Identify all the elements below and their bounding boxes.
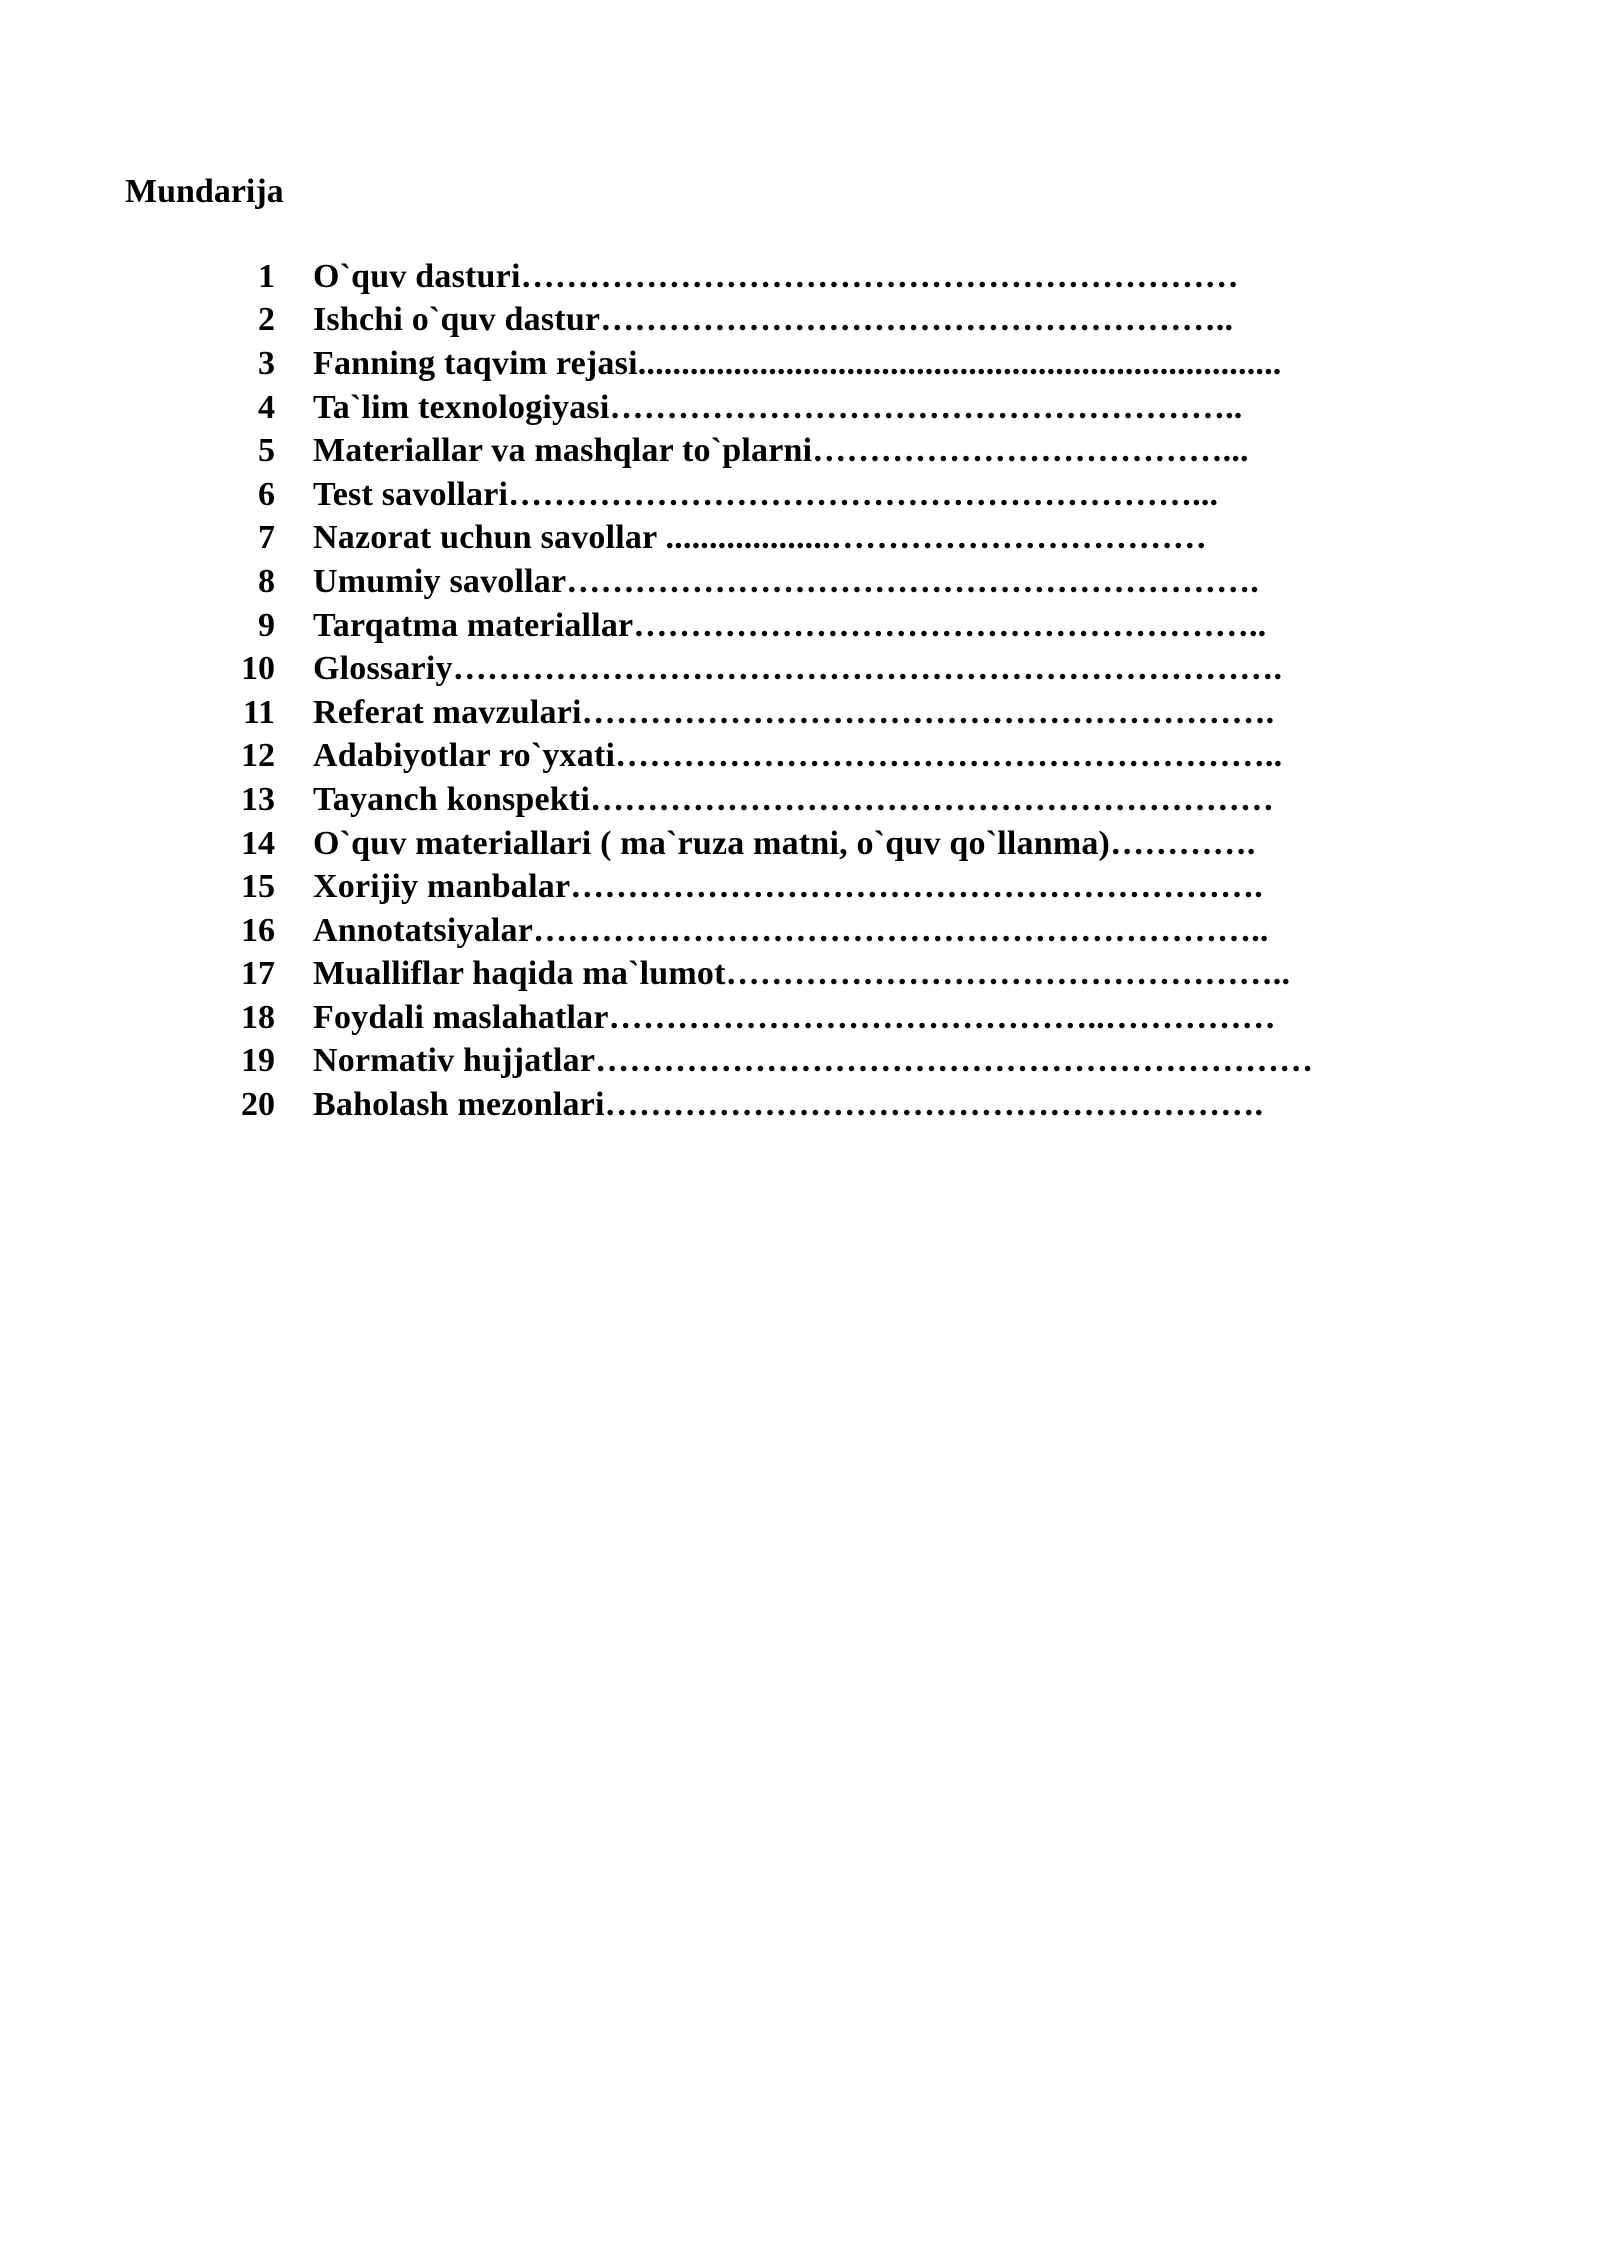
toc-item bbox=[225, 735, 1400, 779]
toc-item-title: Adabiyotlar ro`yxati………………………………………………….. bbox=[313, 737, 1283, 775]
toc-item-title: Nazorat uchun savollar ...................…………………………… bbox=[313, 519, 1207, 557]
toc-item-number: 11 bbox=[242, 693, 275, 731]
toc-item-title: Xorijiy manbalar……………………………………………………. bbox=[313, 868, 1263, 906]
toc-item-number: 5 bbox=[258, 432, 275, 470]
toc-item bbox=[225, 865, 1400, 909]
toc-item-number: 3 bbox=[258, 344, 275, 382]
toc-item-number: 12 bbox=[241, 737, 275, 775]
toc-item-title: Mualliflar haqida ma`lumot………………………………………….. bbox=[313, 955, 1291, 993]
toc-item-title: Foydali maslahatlar……………………………………..…………… bbox=[313, 998, 1276, 1036]
toc-item-title: Materiallar va mashqlar to`plarni………………………………... bbox=[313, 432, 1249, 470]
toc-item bbox=[225, 1040, 1400, 1084]
toc-item-title: Tarqatma materiallar……………………………………………….. bbox=[313, 606, 1267, 644]
toc-item-number: 4 bbox=[258, 388, 275, 426]
toc-item-title: Fanning taqvim rejasi.......................................................................... bbox=[313, 344, 1282, 382]
toc-item-title: Ishchi o`quv dastur……………………………………………….. bbox=[313, 301, 1234, 339]
toc-item-title: Tayanch konspekti…………………………………………………… bbox=[313, 780, 1275, 818]
toc-item-number: 17 bbox=[241, 955, 275, 993]
toc-item bbox=[225, 386, 1400, 430]
toc-item bbox=[225, 778, 1400, 822]
toc-item bbox=[225, 299, 1400, 343]
toc-item-number: 9 bbox=[258, 606, 275, 644]
toc-item-title: O`quv dasturi……………………………………………………… bbox=[313, 257, 1239, 295]
toc-item-number: 19 bbox=[241, 1042, 275, 1080]
toc-item-number: 7 bbox=[258, 519, 275, 557]
toc-item-number: 18 bbox=[241, 998, 275, 1036]
toc-item bbox=[225, 691, 1400, 735]
toc-item bbox=[225, 953, 1400, 997]
toc-item-number: 2 bbox=[258, 301, 275, 339]
toc-item-title: Umumiy savollar……………………………………………………. bbox=[313, 562, 1259, 600]
toc-item bbox=[225, 822, 1400, 866]
toc-item-title: Referat mavzulari……………………………………………………. bbox=[313, 693, 1275, 731]
toc-item-title: Normativ hujjatlar……………………………………………………… bbox=[313, 1042, 1314, 1080]
toc-item bbox=[225, 909, 1400, 953]
toc-item bbox=[225, 429, 1400, 473]
toc-item-title: Glossariy………………………………………………………………. bbox=[313, 650, 1283, 688]
toc-item bbox=[225, 342, 1400, 386]
toc-item bbox=[225, 517, 1400, 561]
toc-item bbox=[225, 1083, 1400, 1127]
toc-item-number: 16 bbox=[241, 911, 275, 949]
toc-item bbox=[225, 473, 1400, 517]
toc-item-number: 13 bbox=[241, 780, 275, 818]
toc-item bbox=[225, 255, 1400, 299]
toc-item-number: 14 bbox=[241, 824, 275, 862]
table-of-contents bbox=[225, 255, 1400, 1127]
toc-item-number: 8 bbox=[258, 562, 275, 600]
toc-item bbox=[225, 647, 1400, 691]
toc-item bbox=[225, 560, 1400, 604]
toc-item-title: O`quv materiallari ( ma`ruza matni, o`quv qo`llanma)…………. bbox=[313, 824, 1256, 862]
toc-item-title: Test savollari……………………………………………………... bbox=[313, 475, 1219, 513]
toc-item bbox=[225, 996, 1400, 1040]
toc-item-title: Baholash mezonlari…………………………………………………. bbox=[313, 1086, 1264, 1124]
page-title: Mundarija bbox=[125, 173, 284, 210]
toc-item-number: 1 bbox=[258, 257, 275, 295]
toc-item-title: Ta`lim texnologiyasi……………………………………………….. bbox=[313, 388, 1243, 426]
toc-item-number: 15 bbox=[241, 868, 275, 906]
toc-item-number: 20 bbox=[241, 1086, 275, 1124]
toc-item-number: 10 bbox=[241, 650, 275, 688]
toc-item bbox=[225, 604, 1400, 648]
toc-item-title: Annotatsiyalar……………………………………………………….. bbox=[313, 911, 1269, 949]
toc-item-number: 6 bbox=[258, 475, 275, 513]
